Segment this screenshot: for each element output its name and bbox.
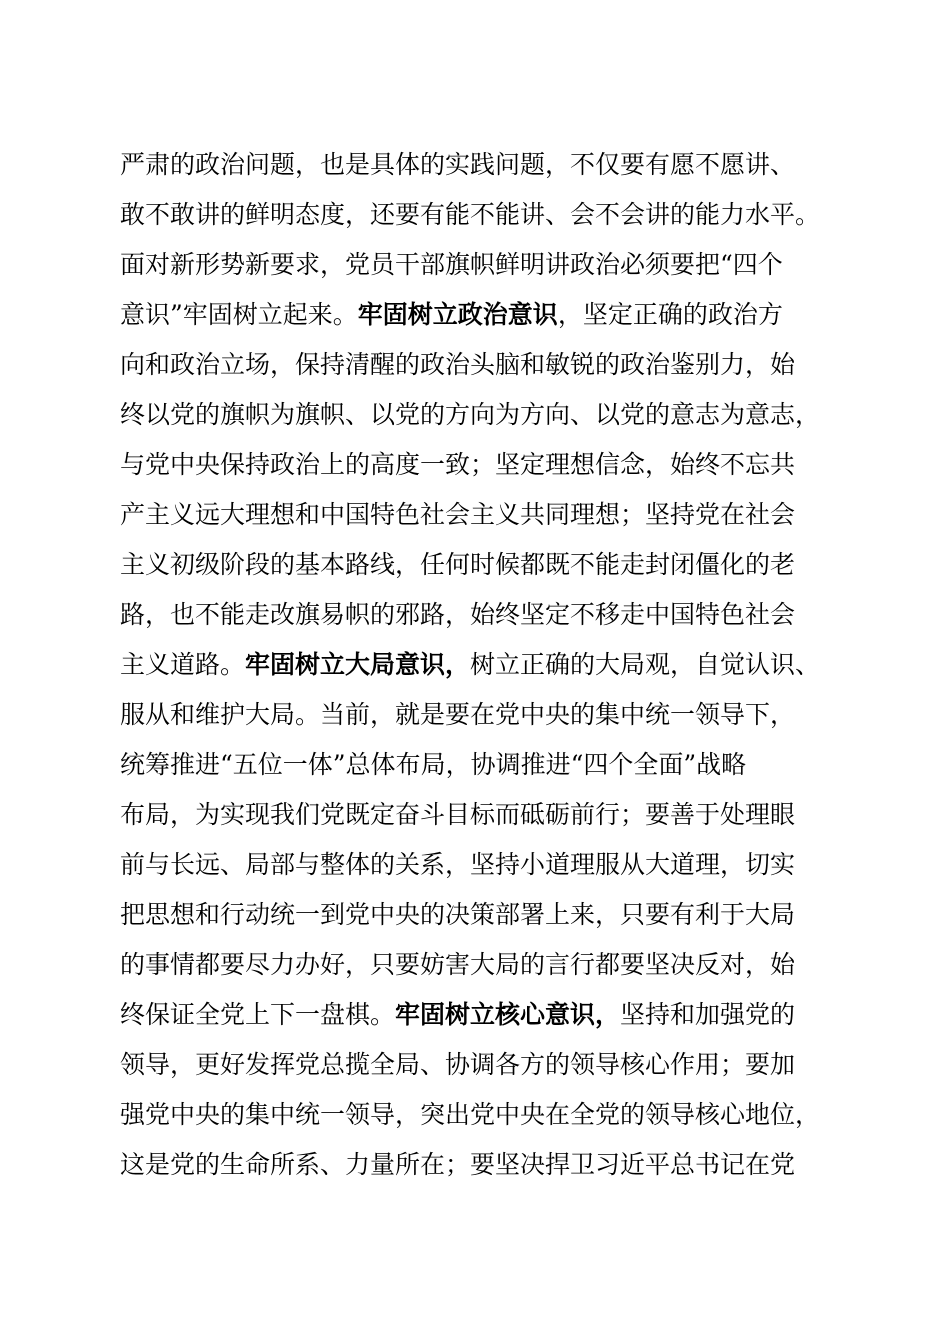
text-run: ，坚定正确的政治方 [557,300,783,329]
text-run: 服从和维护大局。当前，就是要在党中央的集中统一领导下， [120,700,796,729]
text-line-5 [120,340,835,390]
text-line-6 [120,390,835,440]
text-line-7 [120,440,835,490]
text-run: 坚持和加强党的 [620,1000,796,1029]
text-line-3 [120,240,835,290]
text-run: 产主义远大理想和中国特色社会主义共同理想；坚持党在社会 [120,500,796,529]
bold-heading-political-awareness: 牢固树立政治意识 [357,300,558,329]
text-line-11 [120,640,835,690]
text-run: 统筹推进“五位一体”总体布局，协调推进“四个全面”战略 [120,750,747,779]
text-line-18 [120,990,835,1040]
bold-heading-core-awareness: 牢固树立核心意识， [395,1000,621,1029]
text-line-2 [120,190,835,240]
text-run: 这是党的生命所系、力量所在；要坚决捍卫习近平总书记在党 [120,1150,796,1179]
text-line-10 [120,590,835,640]
text-run: 把思想和行动统一到党中央的决策部署上来，只要有利于大局 [120,900,796,929]
text-line-15 [120,840,835,890]
text-run: 面对新形势新要求，党员干部旗帜鲜明讲政治必须要把“四个 [120,250,783,279]
text-run: 终以党的旗帜为旗帜、以党的方向为方向、以党的意志为意志， [120,400,821,429]
text-run: 强党中央的集中统一领导，突出党中央在全党的领导核心地位， [120,1100,821,1129]
text-run: 与党中央保持政治上的高度一致；坚定理想信念，始终不忘共 [120,450,796,479]
text-run: 向和政治立场，保持清醒的政治头脑和敏锐的政治鉴别力，始 [120,350,796,379]
text-run: 布局，为实现我们党既定奋斗目标而砥砺前行；要善于处理眼 [120,800,796,829]
text-line-21 [120,1140,835,1190]
text-line-19 [120,1040,835,1090]
text-line-17 [120,940,835,990]
text-line-20 [120,1090,835,1140]
text-run: 的事情都要尽力办好，只要妨害大局的言行都要坚决反对，始 [120,950,796,979]
text-line-12 [120,690,835,740]
bold-heading-overall-awareness: 牢固树立大局意识， [245,650,471,679]
text-run: 主义初级阶段的基本路线，任何时候都既不能走封闭僵化的老 [120,550,796,579]
text-line-13 [120,740,835,790]
text-line-1 [120,140,835,190]
text-line-8 [120,490,835,540]
text-run: 意识”牢固树立起来。 [120,300,358,329]
text-line-14 [120,790,835,840]
text-run: 前与长远、局部与整体的关系，坚持小道理服从大道理，切实 [120,850,796,879]
text-line-16 [120,890,835,940]
text-run: 主义道路。 [120,650,246,679]
text-run: 领导，更好发挥党总揽全局、协调各方的领导核心作用；要加 [120,1050,796,1079]
text-line-9 [120,540,835,590]
text-line-4 [120,290,835,340]
text-run: 严肃的政治问题，也是具体的实践问题，不仅要有愿不愿讲、 [120,150,796,179]
text-run: 树立正确的大局观，自觉认识、 [470,650,821,679]
text-run: 终保证全党上下一盘棋。 [120,1000,396,1029]
text-run: 敢不敢讲的鲜明态度，还要有能不能讲、会不会讲的能力水平。 [120,200,821,229]
text-run: 路，也不能走改旗易帜的邪路，始终坚定不移走中国特色社会 [120,600,796,629]
